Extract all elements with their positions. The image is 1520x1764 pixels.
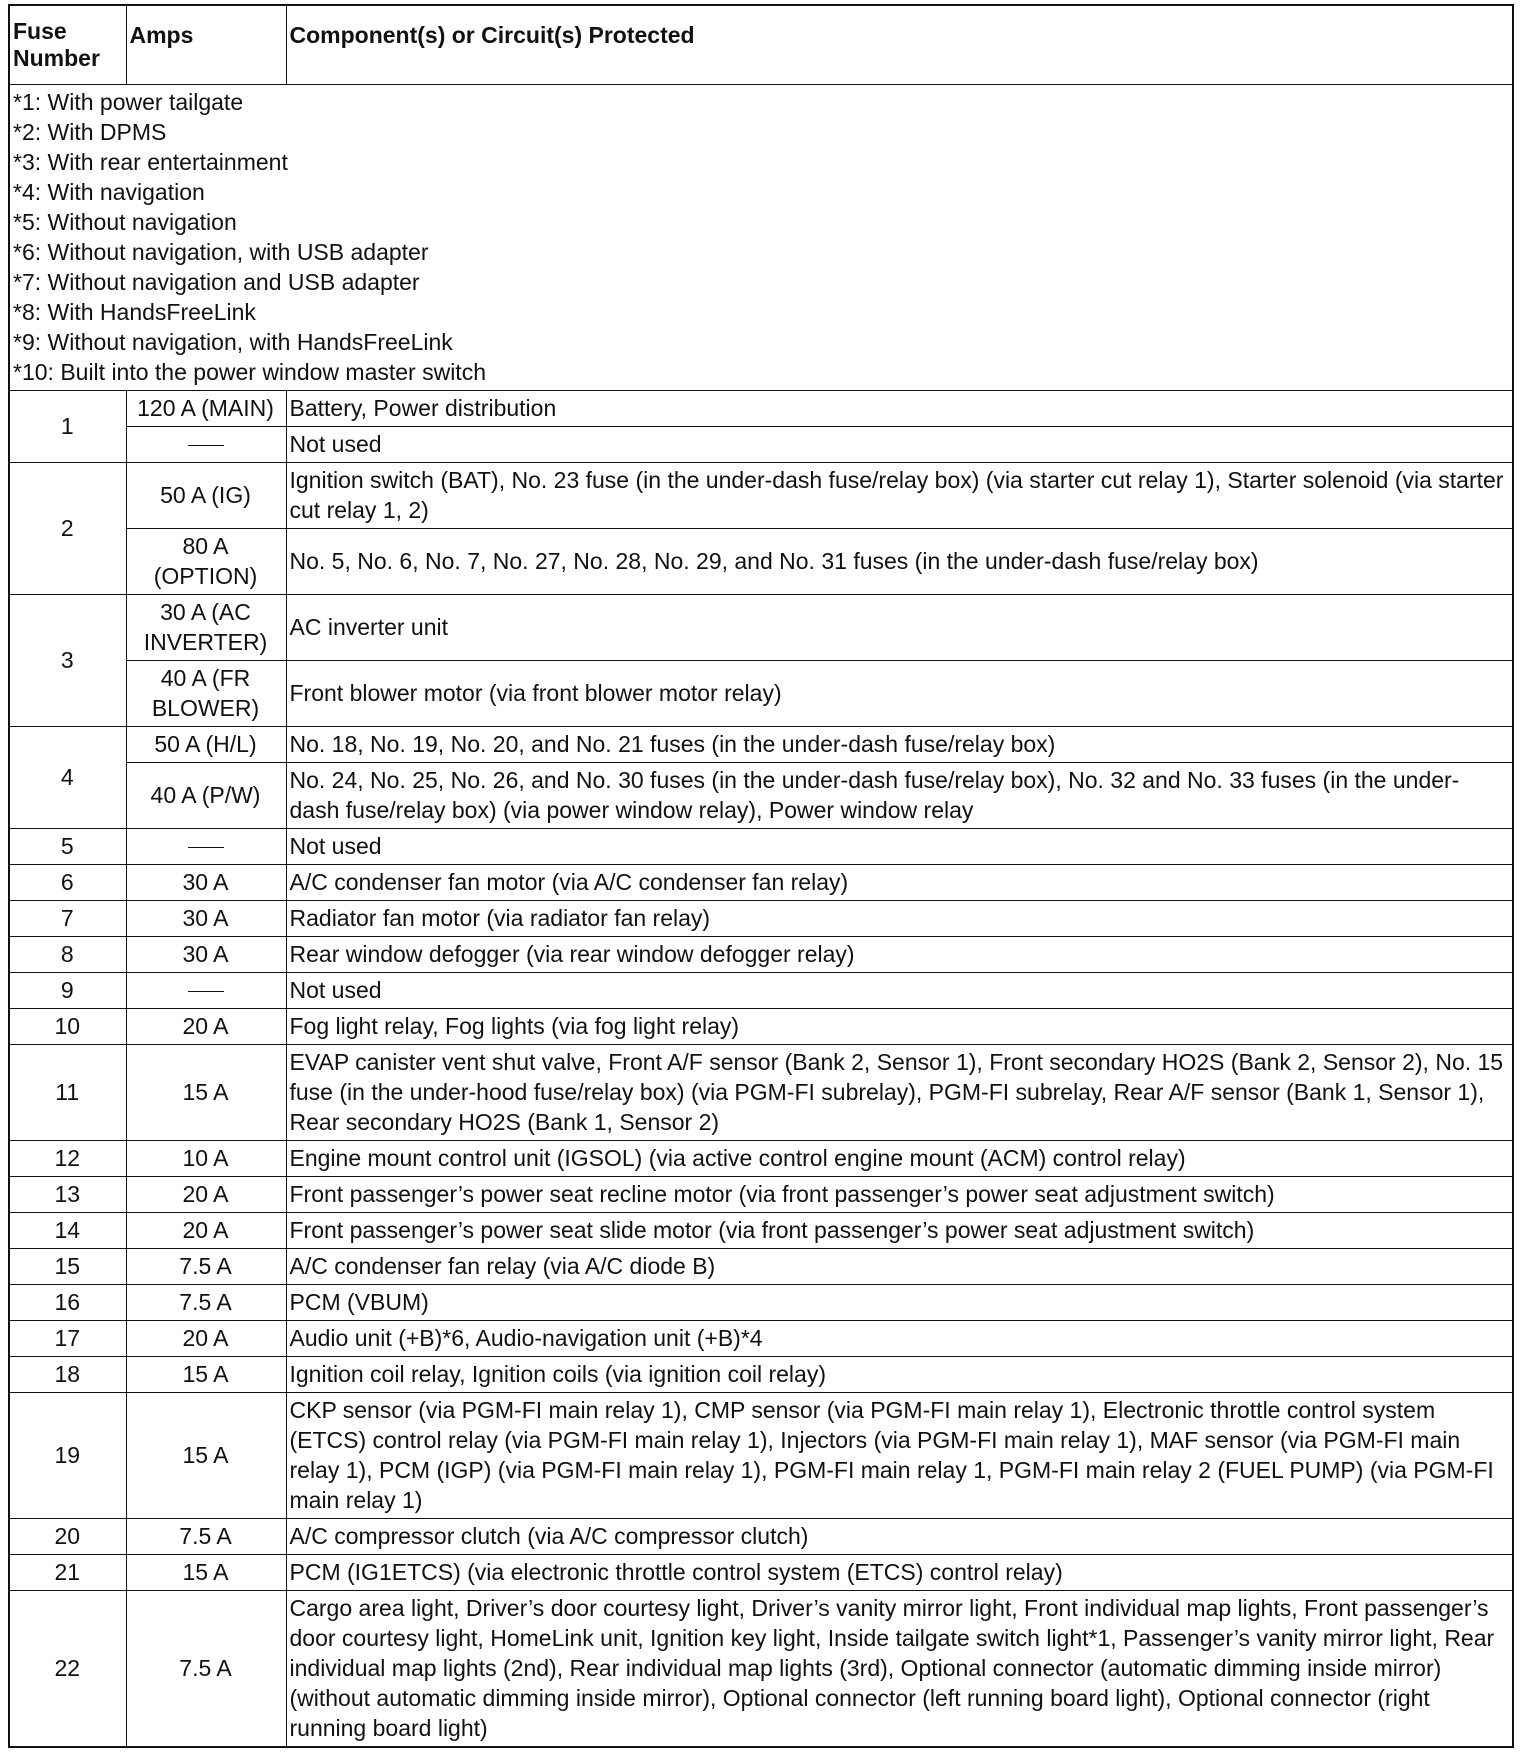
fuse-amps: 50 A (IG) [126,463,286,529]
fuse-component: Not used [286,829,1513,865]
table-row [9,1591,1513,1748]
fuse-amps: 15 A [126,1357,286,1393]
notes-row [9,85,1513,391]
fuse-number: 11 [9,1045,126,1141]
footnote: *9: Without navigation, with HandsFreeLink [13,329,453,355]
fuse-component: Engine mount control unit (IGSOL) (via active control engine mount (ACM) control relay) [286,1141,1513,1177]
table-row [9,1555,1513,1591]
fuse-component: Cargo area light, Driver’s door courtesy light, Driver’s vanity mirror light, Front individual map lights, Front passenger’s door courtesy light, HomeLink unit, Ignition key light, Inside tailgate switch light*1, Passenger’s vanity mirror light, Rear individual map lights (2nd), Rear individual map lights (3rd), Optional connector (automatic dimming inside mirror) (without automatic dimming inside mirror), Optional connector (left running board light), Optional connector (right running board light) [286,1591,1513,1748]
fuse-number: 16 [9,1285,126,1321]
footnote: *7: Without navigation and USB adapter [13,269,420,295]
dash-mark [188,445,224,446]
fuse-number: 7 [9,901,126,937]
fuse-amps: 15 A [126,1045,286,1141]
fuse-number: 3 [9,595,126,727]
header-amps: Amps [126,5,286,85]
table-header-row [9,5,1513,85]
footnotes [9,85,1513,391]
footnote: *6: Without navigation, with USB adapter [13,239,429,265]
table-row [9,937,1513,973]
table-row [9,1045,1513,1141]
table-row [9,901,1513,937]
fuse-component: Battery, Power distribution [286,391,1513,427]
dash-mark [188,991,224,992]
fuse-amps: 10 A [126,1141,286,1177]
fuse-number: 13 [9,1177,126,1213]
table-row [9,973,1513,1009]
footnote: *8: With HandsFreeLink [13,299,256,325]
table-row [9,1393,1513,1519]
fuse-number: 19 [9,1393,126,1519]
table-row [9,865,1513,901]
fuse-amps: 40 A (FR BLOWER) [126,661,286,727]
fuse-component: PCM (IG1ETCS) (via electronic throttle control system (ETCS) control relay) [286,1555,1513,1591]
table-row [9,829,1513,865]
fuse-component: Rear window defogger (via rear window defogger relay) [286,937,1513,973]
fuse-component: Fog light relay, Fog lights (via fog light relay) [286,1009,1513,1045]
fuse-amps: 15 A [126,1555,286,1591]
table-row [9,1285,1513,1321]
fuse-amps: 7.5 A [126,1285,286,1321]
fuse-number: 2 [9,463,126,595]
fuse-number: 15 [9,1249,126,1285]
table-row [9,1357,1513,1393]
table-row [9,595,1513,661]
fuse-component: Radiator fan motor (via radiator fan relay) [286,901,1513,937]
fuse-component: AC inverter unit [286,595,1513,661]
fuse-number: 17 [9,1321,126,1357]
table-row [9,763,1513,829]
table-row [9,427,1513,463]
fuse-amps: 30 A (AC INVERTER) [126,595,286,661]
fuse-component: Not used [286,973,1513,1009]
fuse-component: PCM (VBUM) [286,1285,1513,1321]
table-row [9,1519,1513,1555]
fuse-amps: 30 A [126,865,286,901]
fuse-number: 21 [9,1555,126,1591]
fuse-component: EVAP canister vent shut valve, Front A/F sensor (Bank 2, Sensor 1), Front secondary HO2S (Bank 2, Sensor 2), No. 15 fuse (in the under-hood fuse/relay box) (via PGM-FI subrelay), PGM-FI subrelay, Rear A/F sensor (Bank 1, Sensor 1), Rear secondary HO2S (Bank 1, Sensor 2) [286,1045,1513,1141]
table-row [9,1213,1513,1249]
table-row [9,1249,1513,1285]
table-row [9,1321,1513,1357]
fuse-component: No. 5, No. 6, No. 7, No. 27, No. 28, No. 29, and No. 31 fuses (in the under-dash fuse/relay box) [286,529,1513,595]
fuse-number: 18 [9,1357,126,1393]
fuse-amps: 120 A (MAIN) [126,391,286,427]
fuse-table-wrapper [8,4,1514,1748]
fuse-amps: 40 A (P/W) [126,763,286,829]
dash-mark [188,847,224,848]
fuse-number: 5 [9,829,126,865]
table-row [9,661,1513,727]
fuse-amps: 7.5 A [126,1519,286,1555]
fuse-component: Front blower motor (via front blower motor relay) [286,661,1513,727]
fuse-amps-none [126,829,286,865]
header-components: Component(s) or Circuit(s) Protected [286,5,1513,85]
fuse-component: A/C condenser fan relay (via A/C diode B) [286,1249,1513,1285]
fuse-number: 10 [9,1009,126,1045]
footnote: *1: With power tailgate [13,89,244,115]
fuse-component: A/C compressor clutch (via A/C compressor clutch) [286,1519,1513,1555]
fuse-amps: 50 A (H/L) [126,727,286,763]
fuse-amps: 20 A [126,1009,286,1045]
fuse-component: CKP sensor (via PGM-FI main relay 1), CMP sensor (via PGM-FI main relay 1), Electronic throttle control system (ETCS) control relay (via PGM-FI main relay 1), Injectors (via PGM-FI main relay 1), MAF sensor (via PGM-FI main relay 1), PCM (IGP) (via PGM-FI main relay 1), PGM-FI main relay 1, PGM-FI main relay 2 (FUEL PUMP) (via PGM-FI main relay 1) [286,1393,1513,1519]
table-row [9,529,1513,595]
fuse-number: 6 [9,865,126,901]
footnote: *2: With DPMS [13,119,167,145]
footnote: *3: With rear entertainment [13,149,288,175]
fuse-number: 22 [9,1591,126,1748]
table-row [9,1009,1513,1045]
fuse-number: 12 [9,1141,126,1177]
fuse-number: 20 [9,1519,126,1555]
fuse-component: Front passenger’s power seat recline motor (via front passenger’s power seat adjustment switch) [286,1177,1513,1213]
footnote: *4: With navigation [13,179,205,205]
fuse-amps: 20 A [126,1213,286,1249]
fuse-component: A/C condenser fan motor (via A/C condenser fan relay) [286,865,1513,901]
table-row [9,463,1513,529]
fuse-component: No. 18, No. 19, No. 20, and No. 21 fuses (in the under-dash fuse/relay box) [286,727,1513,763]
fuse-amps-none [126,973,286,1009]
footnote: *10: Built into the power window master switch [13,359,486,385]
fuse-amps: 20 A [126,1177,286,1213]
table-row [9,727,1513,763]
fuse-number: 4 [9,727,126,829]
fuse-number: 8 [9,937,126,973]
table-row [9,391,1513,427]
fuse-amps: 30 A [126,937,286,973]
fuse-amps: 80 A (OPTION) [126,529,286,595]
fuse-amps: 15 A [126,1393,286,1519]
fuse-number: 9 [9,973,126,1009]
fuse-component: Ignition coil relay, Ignition coils (via ignition coil relay) [286,1357,1513,1393]
fuse-amps-none [126,427,286,463]
fuse-number: 1 [9,391,126,463]
fuse-amps: 7.5 A [126,1591,286,1748]
fuse-component: Ignition switch (BAT), No. 23 fuse (in the under-dash fuse/relay box) (via starter cut relay 1), Starter solenoid (via starter cut relay 1, 2) [286,463,1513,529]
fuse-amps: 7.5 A [126,1249,286,1285]
footnote: *5: Without navigation [13,209,237,235]
fuse-component: No. 24, No. 25, No. 26, and No. 30 fuses (in the under-dash fuse/relay box), No. 32 and No. 33 fuses (in the under-dash fuse/relay box) (via power window relay), Power window relay [286,763,1513,829]
fuse-component: Front passenger’s power seat slide motor (via front passenger’s power seat adjustment switch) [286,1213,1513,1249]
fuse-number: 14 [9,1213,126,1249]
table-row [9,1141,1513,1177]
fuse-amps: 20 A [126,1321,286,1357]
header-fuse-number: Fuse Number [9,5,126,85]
fuse-amps: 30 A [126,901,286,937]
fuse-table [8,4,1514,1748]
table-row [9,1177,1513,1213]
fuse-component: Not used [286,427,1513,463]
fuse-component: Audio unit (+B)*6, Audio-navigation unit (+B)*4 [286,1321,1513,1357]
